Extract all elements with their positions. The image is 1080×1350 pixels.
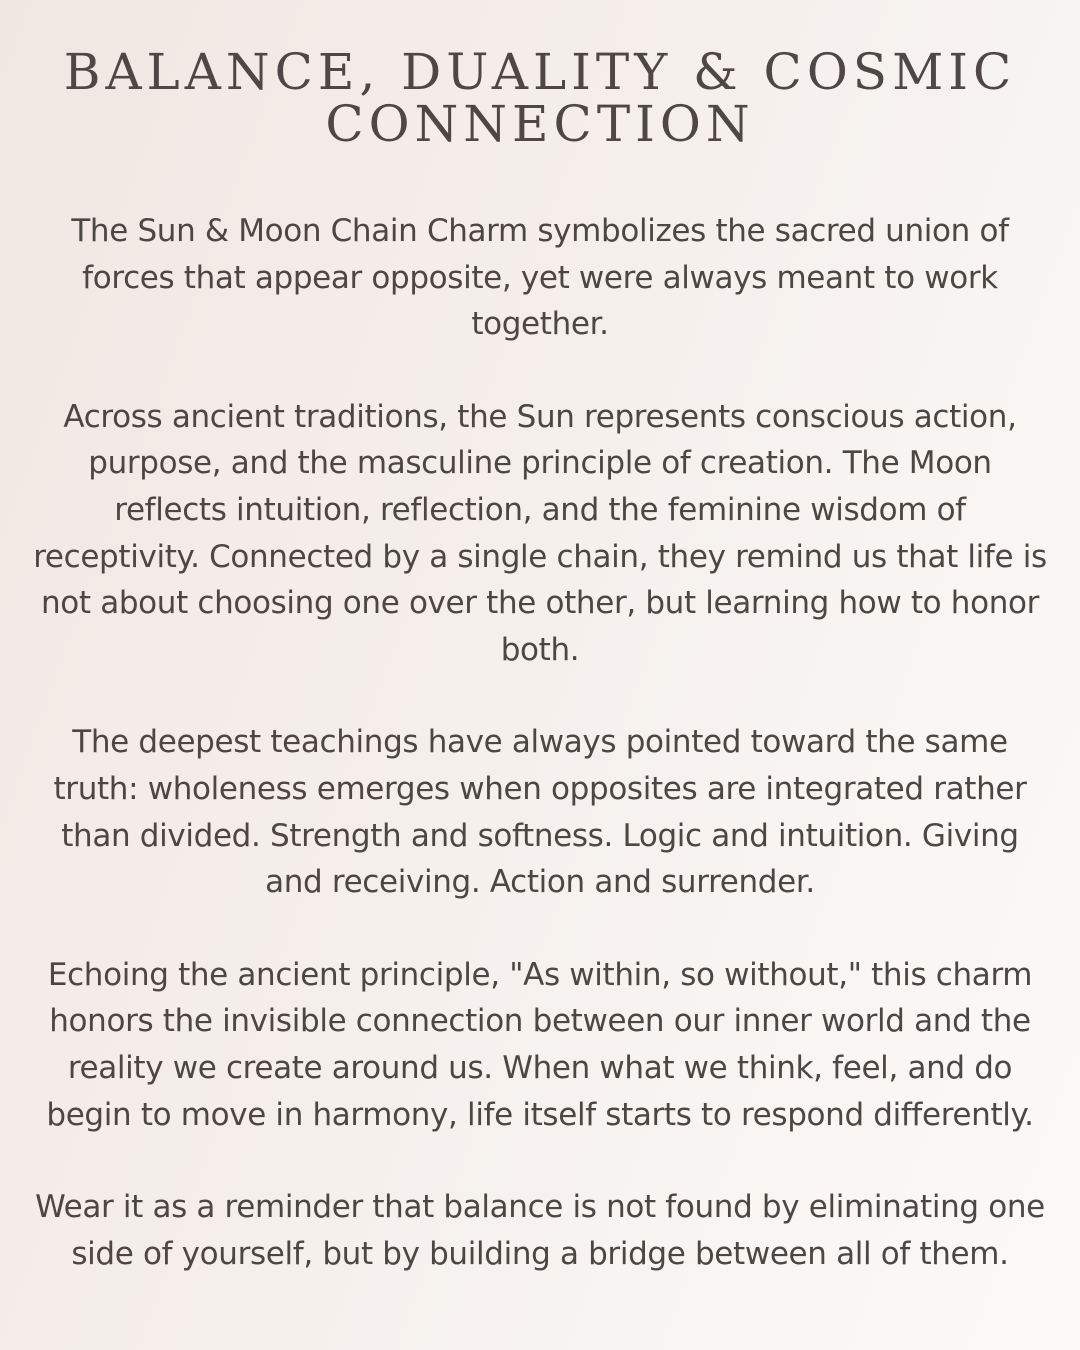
paragraph-reminder: Wear it as a reminder that balance is not found by eliminating one side of yourself, but by building a bridge between all of them. <box>35 1189 1045 1272</box>
paragraph-principle: Echoing the ancient principle, "As within, so without," this charm honors the invisible connection between our inner world and the reality we create around us. When what we think, feel, and do begin to move in harmony, life itself starts to respond differently. <box>46 956 1034 1133</box>
page-title: BALANCE, DUALITY & COSMIC CONNECTION <box>63 43 1017 153</box>
paragraph-intro: The Sun & Moon Chain Charm symbolizes the sacred union of forces that appear opposite, yet were always meant to work together. <box>71 213 1009 343</box>
description-body <box>28 208 1052 1277</box>
paragraph-teachings: The deepest teachings have always pointed toward the same truth: wholeness emerges when opposites are integrated rather than divided. Strength and softness. Logic and intuition. Giving and receiving. Action and surrender. <box>53 724 1027 901</box>
paragraph-traditions: Across ancient traditions, the Sun represents conscious action, purpose, and the masculine principle of creation. The Moon reflects intuition, reflection, and the feminine wisdom of receptivity. Connected by a single chain, they remind us that life is not about choosing one over the other, but learning how to honor both. <box>33 398 1047 668</box>
